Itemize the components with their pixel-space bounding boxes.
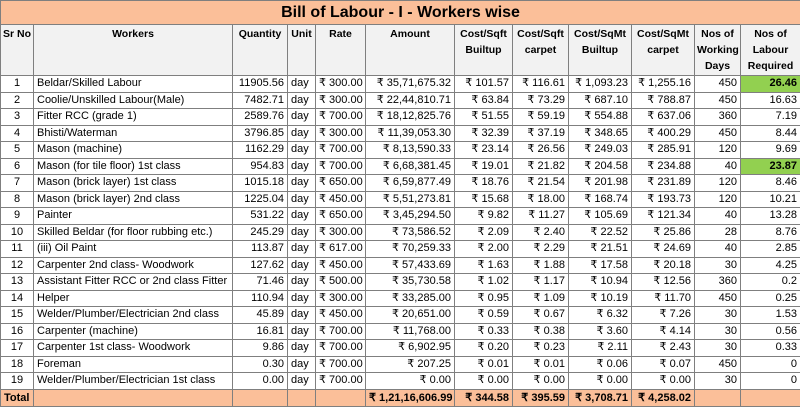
table-row [1,224,800,241]
cell-amount: ₹ 11,39,053.30 [366,125,455,142]
cell-cost-sqft-carpet: ₹ 0.01 [513,356,569,373]
cell-cost-sqmt-carpet: ₹ 7.26 [632,307,695,324]
cell-cost-sqft-builtup: ₹ 0.59 [455,307,513,324]
cell-cost-sqft-carpet: ₹ 73.29 [513,92,569,109]
cell-working-days: 40 [695,208,741,225]
cell-cost-sqmt-carpet: ₹ 193.73 [632,191,695,208]
cell-quantity: 2589.76 [233,109,288,126]
table-row [1,274,800,291]
cell-amount: ₹ 35,71,675.32 [366,76,455,93]
cell-sr-no: 1 [1,76,34,93]
cell-cost-sqft-builtup: ₹ 19.01 [455,158,513,175]
header-cost-sqmt-builtup: Cost/SqMt Builtup [569,25,632,76]
cell-cost-sqmt-builtup: ₹ 6.32 [569,307,632,324]
cell-unit: day [288,356,316,373]
cell-cost-sqmt-builtup: ₹ 204.58 [569,158,632,175]
cell-rate: ₹ 617.00 [316,241,366,258]
cell-quantity: 3796.85 [233,125,288,142]
cell-cost-sqft-carpet: ₹ 2.29 [513,241,569,258]
total-empty-cell [316,389,366,406]
cell-cost-sqft-carpet: ₹ 59.19 [513,109,569,126]
cell-amount: ₹ 0.00 [366,373,455,390]
cell-worker: Coolie/Unskilled Labour(Male) [34,92,233,109]
cell-labour-required: 0.56 [741,323,800,340]
cell-sr-no: 3 [1,109,34,126]
cell-cost-sqmt-carpet: ₹ 788.87 [632,92,695,109]
cell-quantity: 110.94 [233,290,288,307]
table-row [1,76,800,93]
cell-cost-sqft-carpet: ₹ 0.23 [513,340,569,357]
table-row [1,208,800,225]
cell-cost-sqft-builtup: ₹ 51.55 [455,109,513,126]
cell-cost-sqmt-carpet: ₹ 25.86 [632,224,695,241]
cell-working-days: 120 [695,175,741,192]
header-cost-sqmt-carpet: Cost/SqMt carpet [632,25,695,76]
cell-working-days: 450 [695,290,741,307]
cell-sr-no: 17 [1,340,34,357]
cell-cost-sqft-builtup: ₹ 32.39 [455,125,513,142]
cell-worker: Mason (machine) [34,142,233,159]
cell-quantity: 9.86 [233,340,288,357]
cell-sr-no: 16 [1,323,34,340]
cell-unit: day [288,274,316,291]
cell-labour-required: 9.69 [741,142,800,159]
cell-amount: ₹ 22,44,810.71 [366,92,455,109]
cell-amount: ₹ 6,68,381.45 [366,158,455,175]
cell-quantity: 245.29 [233,224,288,241]
cell-working-days: 30 [695,323,741,340]
cell-worker: Assistant Fitter RCC or 2nd class Fitter [34,274,233,291]
total-row [1,389,800,406]
cell-cost-sqft-builtup: ₹ 23.14 [455,142,513,159]
cell-unit: day [288,307,316,324]
cell-cost-sqft-carpet: ₹ 116.61 [513,76,569,93]
cell-cost-sqmt-builtup: ₹ 17.58 [569,257,632,274]
cell-sr-no: 8 [1,191,34,208]
cell-worker: Mason (brick layer) 1st class [34,175,233,192]
cell-working-days: 450 [695,125,741,142]
cell-quantity: 0.30 [233,356,288,373]
table-row [1,340,800,357]
table-row [1,109,800,126]
cell-labour-required: 8.44 [741,125,800,142]
cell-unit: day [288,241,316,258]
cell-labour-required: 4.25 [741,257,800,274]
cell-rate: ₹ 300.00 [316,290,366,307]
cell-cost-sqft-builtup: ₹ 2.00 [455,241,513,258]
cell-labour-required: 0.25 [741,290,800,307]
cell-unit: day [288,158,316,175]
cell-labour-required: 10.21 [741,191,800,208]
cell-amount: ₹ 6,59,877.49 [366,175,455,192]
table-row [1,323,800,340]
cell-rate: ₹ 450.00 [316,191,366,208]
cell-worker: Carpenter 1st class- Woodwork [34,340,233,357]
header-quantity: Quantity [233,25,288,76]
cell-sr-no: 19 [1,373,34,390]
table-row [1,191,800,208]
cell-worker: Beldar/Skilled Labour [34,76,233,93]
cell-quantity: 531.22 [233,208,288,225]
cell-quantity: 954.83 [233,158,288,175]
cell-cost-sqmt-carpet: ₹ 0.07 [632,356,695,373]
cell-rate: ₹ 700.00 [316,373,366,390]
table-row [1,175,800,192]
cell-quantity: 45.89 [233,307,288,324]
cell-cost-sqft-carpet: ₹ 1.88 [513,257,569,274]
cell-sr-no: 6 [1,158,34,175]
cell-worker: Helper [34,290,233,307]
cell-cost-sqft-builtup: ₹ 18.76 [455,175,513,192]
cell-labour-required: 0 [741,373,800,390]
cell-unit: day [288,290,316,307]
table-row [1,125,800,142]
cell-labour-required: 23.87 [741,158,800,175]
total-cost-sqft-builtup: ₹ 344.58 [455,389,513,406]
cell-working-days: 40 [695,241,741,258]
total-amount: ₹ 1,21,16,606.99 [366,389,455,406]
cell-unit: day [288,109,316,126]
cell-working-days: 30 [695,307,741,324]
cell-cost-sqft-builtup: ₹ 101.57 [455,76,513,93]
cell-unit: day [288,373,316,390]
cell-working-days: 120 [695,142,741,159]
cell-rate: ₹ 300.00 [316,92,366,109]
total-empty-cell [288,389,316,406]
cell-working-days: 120 [695,191,741,208]
table-row [1,257,800,274]
cell-cost-sqft-carpet: ₹ 21.82 [513,158,569,175]
cell-cost-sqmt-builtup: ₹ 554.88 [569,109,632,126]
header-workers: Workers [34,25,233,76]
cell-cost-sqmt-builtup: ₹ 105.69 [569,208,632,225]
cell-cost-sqmt-builtup: ₹ 1,093.23 [569,76,632,93]
cell-cost-sqft-carpet: ₹ 1.09 [513,290,569,307]
cell-cost-sqft-carpet: ₹ 26.56 [513,142,569,159]
total-empty-cell [695,389,741,406]
cell-labour-required: 2.85 [741,241,800,258]
cell-worker: Welder/Plumber/Electrician 1st class [34,373,233,390]
cell-cost-sqmt-carpet: ₹ 637.06 [632,109,695,126]
cell-cost-sqmt-carpet: ₹ 11.70 [632,290,695,307]
cell-worker: (iii) Oil Paint [34,241,233,258]
cell-cost-sqft-carpet: ₹ 0.00 [513,373,569,390]
cell-rate: ₹ 700.00 [316,323,366,340]
cell-sr-no: 14 [1,290,34,307]
cell-cost-sqmt-builtup: ₹ 348.65 [569,125,632,142]
cell-worker: Skilled Beldar (for floor rubbing etc.) [34,224,233,241]
cell-cost-sqft-carpet: ₹ 21.54 [513,175,569,192]
header-amount: Amount [366,25,455,76]
cell-sr-no: 15 [1,307,34,324]
cell-unit: day [288,125,316,142]
cell-working-days: 450 [695,76,741,93]
cell-cost-sqft-builtup: ₹ 15.68 [455,191,513,208]
cell-working-days: 450 [695,356,741,373]
cell-unit: day [288,208,316,225]
cell-cost-sqmt-builtup: ₹ 2.11 [569,340,632,357]
cell-cost-sqft-carpet: ₹ 11.27 [513,208,569,225]
cell-amount: ₹ 18,12,825.76 [366,109,455,126]
table-row [1,307,800,324]
cell-sr-no: 12 [1,257,34,274]
total-label: Total [1,389,34,406]
cell-cost-sqft-builtup: ₹ 1.02 [455,274,513,291]
cell-amount: ₹ 70,259.33 [366,241,455,258]
cell-labour-required: 13.28 [741,208,800,225]
cell-amount: ₹ 207.25 [366,356,455,373]
table-row [1,241,800,258]
cell-cost-sqmt-builtup: ₹ 687.10 [569,92,632,109]
cell-cost-sqft-builtup: ₹ 9.82 [455,208,513,225]
cell-amount: ₹ 11,768.00 [366,323,455,340]
total-empty-cell [741,389,800,406]
cell-unit: day [288,323,316,340]
header-sr-no: Sr No [1,25,34,76]
cell-worker: Foreman [34,356,233,373]
cell-rate: ₹ 700.00 [316,158,366,175]
cell-amount: ₹ 20,651.00 [366,307,455,324]
cell-cost-sqmt-carpet: ₹ 234.88 [632,158,695,175]
cell-working-days: 30 [695,373,741,390]
header-working-days: Nos of Working Days [695,25,741,76]
cell-cost-sqmt-carpet: ₹ 121.34 [632,208,695,225]
cell-rate: ₹ 700.00 [316,142,366,159]
header-unit: Unit [288,25,316,76]
cell-working-days: 30 [695,340,741,357]
cell-worker: Mason (brick layer) 2nd class [34,191,233,208]
cell-worker: Carpenter (machine) [34,323,233,340]
cell-quantity: 7482.71 [233,92,288,109]
cell-cost-sqft-builtup: ₹ 0.33 [455,323,513,340]
cell-quantity: 0.00 [233,373,288,390]
cell-cost-sqft-carpet: ₹ 0.38 [513,323,569,340]
total-cost-sqmt-builtup: ₹ 3,708.71 [569,389,632,406]
cell-cost-sqmt-builtup: ₹ 0.06 [569,356,632,373]
cell-labour-required: 0 [741,356,800,373]
cell-cost-sqmt-carpet: ₹ 231.89 [632,175,695,192]
cell-unit: day [288,175,316,192]
cell-rate: ₹ 650.00 [316,175,366,192]
cell-amount: ₹ 5,51,273.81 [366,191,455,208]
cell-labour-required: 8.46 [741,175,800,192]
cell-rate: ₹ 700.00 [316,356,366,373]
cell-labour-required: 0.2 [741,274,800,291]
cell-cost-sqft-builtup: ₹ 63.84 [455,92,513,109]
cell-working-days: 30 [695,257,741,274]
cell-sr-no: 18 [1,356,34,373]
cell-labour-required: 7.19 [741,109,800,126]
cell-unit: day [288,76,316,93]
total-cost-sqmt-carpet: ₹ 4,258.02 [632,389,695,406]
cell-cost-sqmt-builtup: ₹ 3.60 [569,323,632,340]
table-row [1,158,800,175]
cell-working-days: 360 [695,274,741,291]
table-row [1,373,800,390]
cell-amount: ₹ 35,730.58 [366,274,455,291]
cell-quantity: 16.81 [233,323,288,340]
cell-quantity: 1015.18 [233,175,288,192]
header-labour-required: Nos of Labour Required [741,25,800,76]
cell-cost-sqmt-carpet: ₹ 4.14 [632,323,695,340]
cell-cost-sqmt-carpet: ₹ 1,255.16 [632,76,695,93]
cell-cost-sqmt-builtup: ₹ 10.19 [569,290,632,307]
cell-labour-required: 0.33 [741,340,800,357]
cell-rate: ₹ 450.00 [316,257,366,274]
cell-cost-sqft-carpet: ₹ 37.19 [513,125,569,142]
cell-worker: Mason (for tile floor) 1st class [34,158,233,175]
table-row [1,92,800,109]
cell-cost-sqft-carpet: ₹ 0.67 [513,307,569,324]
cell-cost-sqft-carpet: ₹ 2.40 [513,224,569,241]
cell-cost-sqmt-builtup: ₹ 168.74 [569,191,632,208]
cell-cost-sqmt-carpet: ₹ 20.18 [632,257,695,274]
sheet-title: Bill of Labour - I - Workers wise [1,1,800,25]
cell-working-days: 40 [695,158,741,175]
cell-cost-sqft-carpet: ₹ 1.17 [513,274,569,291]
cell-cost-sqmt-builtup: ₹ 10.94 [569,274,632,291]
cell-labour-required: 1.53 [741,307,800,324]
cell-unit: day [288,224,316,241]
cell-working-days: 450 [695,92,741,109]
cell-unit: day [288,191,316,208]
cell-sr-no: 9 [1,208,34,225]
cell-rate: ₹ 300.00 [316,125,366,142]
cell-worker: Bhisti/Waterman [34,125,233,142]
cell-cost-sqmt-carpet: ₹ 12.56 [632,274,695,291]
cell-cost-sqmt-builtup: ₹ 21.51 [569,241,632,258]
cell-working-days: 360 [695,109,741,126]
cell-cost-sqft-builtup: ₹ 0.01 [455,356,513,373]
cell-cost-sqmt-carpet: ₹ 2.43 [632,340,695,357]
table-row [1,356,800,373]
cell-cost-sqmt-carpet: ₹ 24.69 [632,241,695,258]
cell-quantity: 11905.56 [233,76,288,93]
header-cost-sqft-carpet: Cost/Sqft carpet [513,25,569,76]
cell-labour-required: 8.76 [741,224,800,241]
cell-cost-sqmt-builtup: ₹ 22.52 [569,224,632,241]
cell-sr-no: 4 [1,125,34,142]
cell-sr-no: 10 [1,224,34,241]
cell-quantity: 1225.04 [233,191,288,208]
cell-cost-sqmt-carpet: ₹ 285.91 [632,142,695,159]
cell-unit: day [288,257,316,274]
cell-worker: Painter [34,208,233,225]
cell-unit: day [288,142,316,159]
cell-unit: day [288,340,316,357]
cell-rate: ₹ 300.00 [316,224,366,241]
total-empty-cell [233,389,288,406]
cell-rate: ₹ 700.00 [316,340,366,357]
cell-cost-sqft-carpet: ₹ 18.00 [513,191,569,208]
cell-cost-sqmt-builtup: ₹ 249.03 [569,142,632,159]
header-rate: Rate [316,25,366,76]
cell-worker: Fitter RCC (grade 1) [34,109,233,126]
cell-amount: ₹ 3,45,294.50 [366,208,455,225]
cell-sr-no: 2 [1,92,34,109]
cell-cost-sqft-builtup: ₹ 0.20 [455,340,513,357]
cell-amount: ₹ 8,13,590.33 [366,142,455,159]
cell-amount: ₹ 33,285.00 [366,290,455,307]
cell-cost-sqft-builtup: ₹ 0.00 [455,373,513,390]
cell-sr-no: 13 [1,274,34,291]
cell-rate: ₹ 450.00 [316,307,366,324]
table-row [1,142,800,159]
cell-cost-sqft-builtup: ₹ 2.09 [455,224,513,241]
table-row [1,290,800,307]
cell-working-days: 28 [695,224,741,241]
cell-rate: ₹ 500.00 [316,274,366,291]
cell-cost-sqmt-builtup: ₹ 201.98 [569,175,632,192]
cell-cost-sqmt-carpet: ₹ 0.00 [632,373,695,390]
cell-unit: day [288,92,316,109]
cell-quantity: 127.62 [233,257,288,274]
cell-amount: ₹ 73,586.52 [366,224,455,241]
cell-labour-required: 16.63 [741,92,800,109]
cell-cost-sqft-builtup: ₹ 0.95 [455,290,513,307]
cell-amount: ₹ 57,433.69 [366,257,455,274]
cell-amount: ₹ 6,902.95 [366,340,455,357]
cell-quantity: 113.87 [233,241,288,258]
cell-cost-sqmt-carpet: ₹ 400.29 [632,125,695,142]
cell-worker: Carpenter 2nd class- Woodwork [34,257,233,274]
cell-sr-no: 5 [1,142,34,159]
cell-quantity: 71.46 [233,274,288,291]
cell-cost-sqmt-builtup: ₹ 0.00 [569,373,632,390]
cell-worker: Welder/Plumber/Electrician 2nd class [34,307,233,324]
cell-rate: ₹ 650.00 [316,208,366,225]
cell-sr-no: 7 [1,175,34,192]
cell-cost-sqft-builtup: ₹ 1.63 [455,257,513,274]
total-empty-cell [34,389,233,406]
cell-sr-no: 11 [1,241,34,258]
cell-quantity: 1162.29 [233,142,288,159]
header-cost-sqft-builtup: Cost/Sqft Builtup [455,25,513,76]
cell-rate: ₹ 300.00 [316,76,366,93]
cell-labour-required: 26.46 [741,76,800,93]
total-cost-sqft-carpet: ₹ 395.59 [513,389,569,406]
cell-rate: ₹ 700.00 [316,109,366,126]
